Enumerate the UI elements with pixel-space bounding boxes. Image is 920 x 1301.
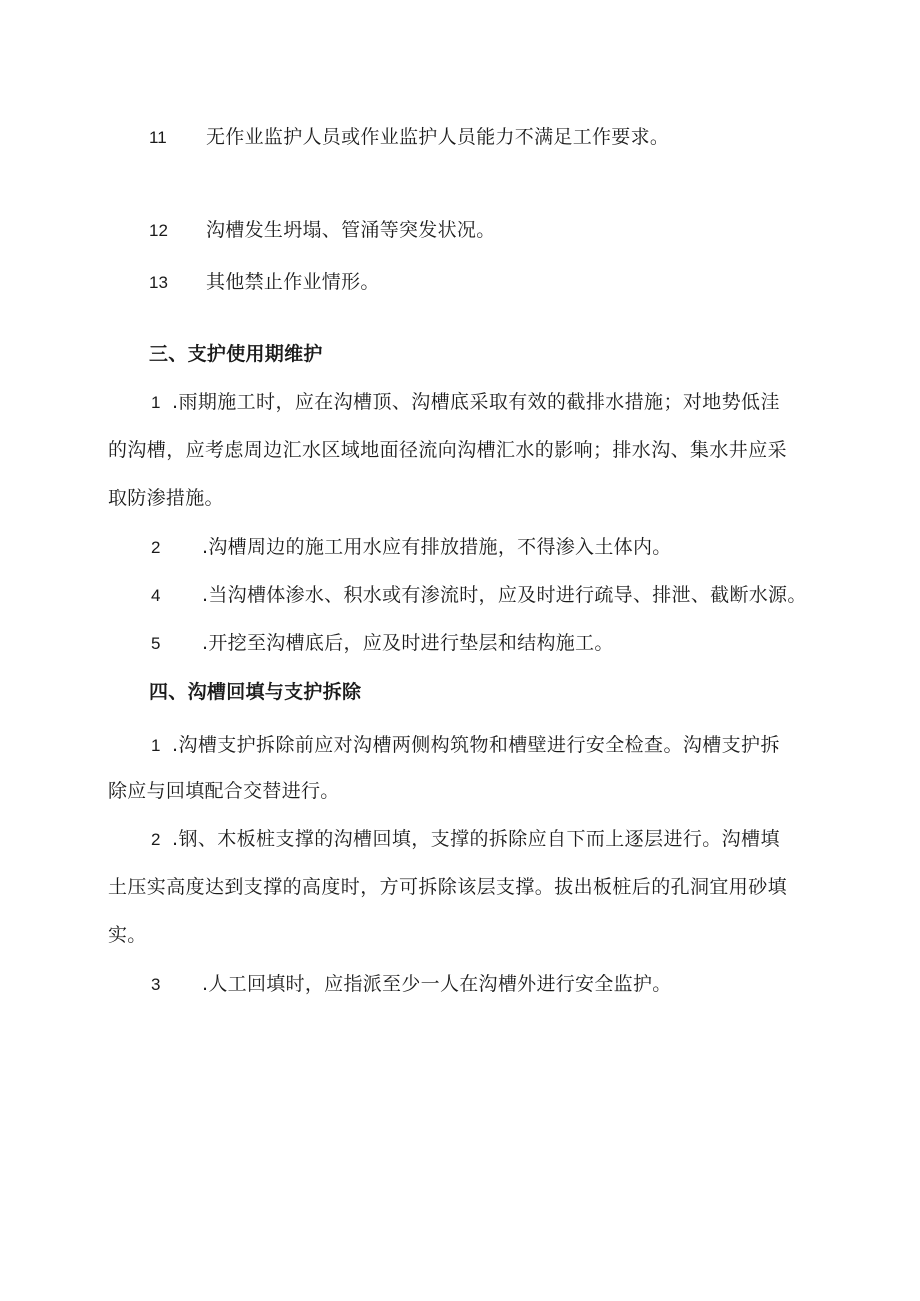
- list-item-text: .开挖至沟槽底后，应及时进行垫层和结构施工。: [202, 632, 614, 654]
- list-item-number: 12: [149, 221, 168, 240]
- paragraph-line: 的沟槽，应考虑周边汇水区域地面径流向沟槽汇水的影响；排水沟、集水井应采: [108, 439, 788, 461]
- list-item-text: 沟槽发生坍塌、管涌等突发状况。: [206, 219, 496, 241]
- section-heading: 三、支护使用期维护: [149, 343, 323, 365]
- list-item-number: 2: [151, 538, 161, 557]
- paragraph-line: 土压实高度达到支撑的高度时，方可拆除该层支撑。拔出板桩后的孔洞宜用砂填: [108, 876, 788, 898]
- list-item-text: .当沟槽体渗水、积水或有渗流时，应及时进行疏导、排泄、截断水源。: [202, 584, 807, 606]
- paragraph-line: 实。: [108, 924, 147, 946]
- list-item-number: 3: [151, 975, 161, 994]
- paragraph-line: .钢、木板桩支撑的沟槽回填，支撑的拆除应自下而上逐层进行。沟槽填: [172, 828, 780, 850]
- list-item-number: 4: [151, 586, 161, 605]
- list-item-number: 1: [151, 393, 161, 412]
- list-item-number: 5: [151, 634, 161, 653]
- list-item-number: 13: [149, 273, 168, 292]
- list-item-text: .人工回填时，应指派至少一人在沟槽外进行安全监护。: [202, 973, 672, 995]
- list-item-number: 11: [149, 128, 167, 147]
- paragraph-line: .沟槽支护拆除前应对沟槽两侧构筑物和槽壁进行安全检查。沟槽支护拆: [172, 734, 780, 756]
- paragraph-line: 取防渗措施。: [108, 487, 224, 509]
- list-item-text: 其他禁止作业情形。: [206, 271, 380, 293]
- paragraph-line: .雨期施工时，应在沟槽顶、沟槽底采取有效的截排水措施；对地势低洼: [172, 391, 780, 413]
- list-item-text: 无作业监护人员或作业监护人员能力不满足工作要求。: [206, 126, 670, 148]
- paragraph-line: 除应与回填配合交替进行。: [108, 780, 340, 802]
- list-item-text: .沟槽周边的施工用水应有排放措施，不得渗入土体内。: [202, 536, 672, 558]
- section-heading: 四、沟槽回填与支护拆除: [149, 681, 362, 703]
- list-item-number: 2: [151, 830, 161, 849]
- list-item-number: 1: [151, 736, 161, 755]
